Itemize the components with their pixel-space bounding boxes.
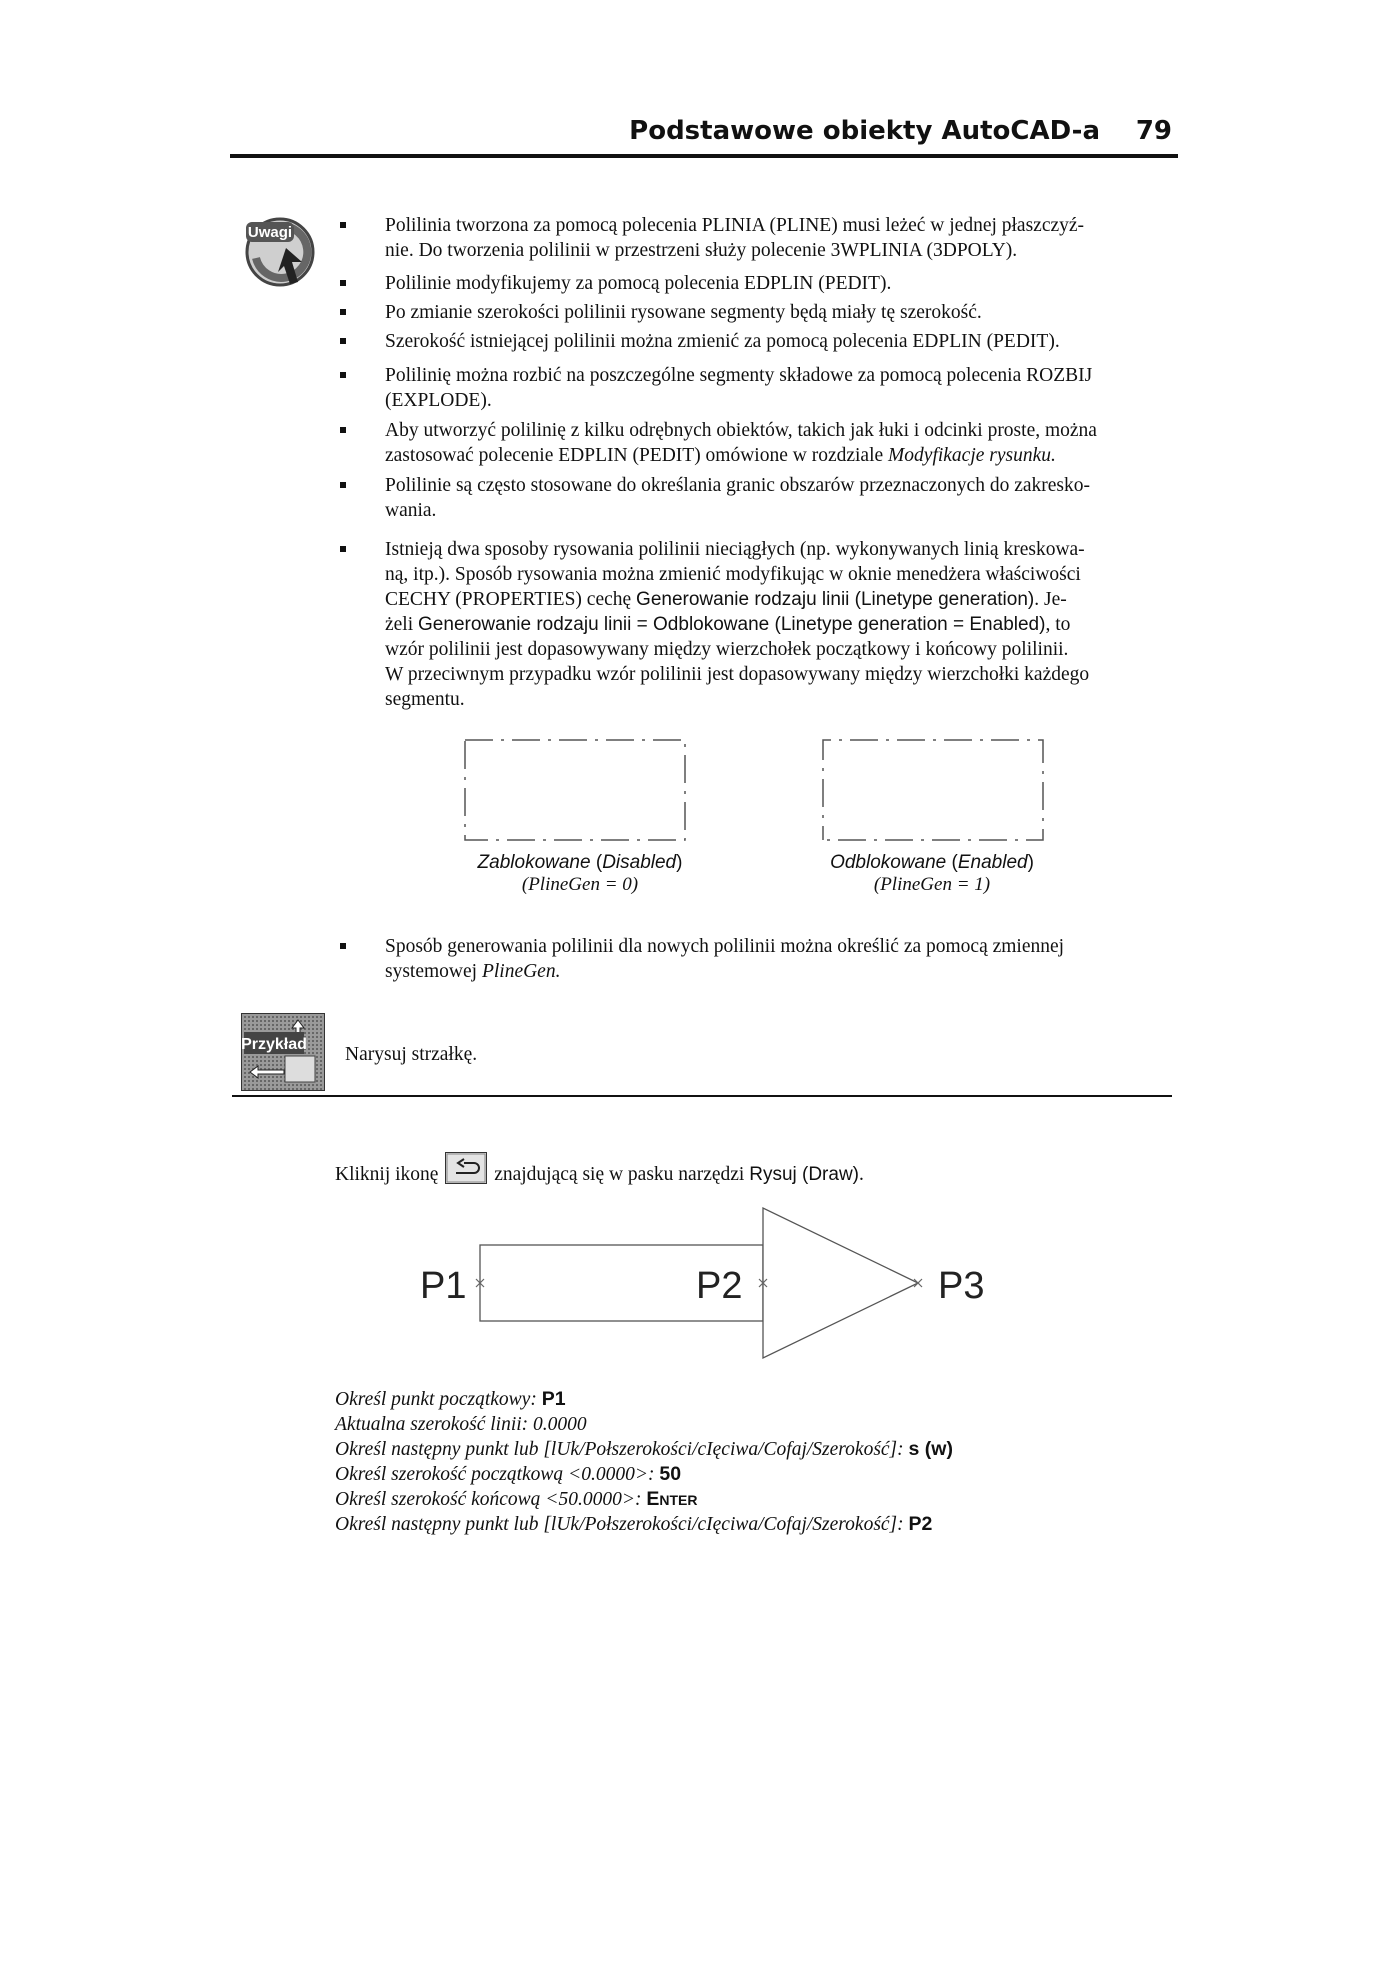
point-label-p1: P1 (420, 1265, 467, 1307)
bullet-6: Aby utworzyć polilinię z kilku odrębnych obiektów, takich jak łuki i odcinki proste, można zastosować polecenie EDPLIN (PEDIT) omówione w rozdziale Modyfikacje rysunku. (385, 420, 1097, 466)
arrow-polyline-figure (400, 1200, 1020, 1370)
bullet-marker (340, 372, 346, 378)
notes-icon (240, 210, 320, 290)
command-line: Określ szerokość końcową <50.0000>: Enter (335, 1488, 698, 1510)
bullet-marker (340, 222, 346, 228)
bullet-marker (340, 546, 346, 552)
notes-icon-label: Uwagi (247, 224, 293, 241)
bullet-marker (340, 482, 346, 488)
header-rule (230, 154, 1178, 158)
example-icon (240, 1012, 326, 1092)
bullet-marker (340, 280, 346, 286)
bullet-9: Sposób generowania polilinii dla nowych polilinii można określić za pomocą zmiennej systemowej PlineGen. (385, 936, 1065, 982)
command-line: Aktualna szerokość linii: 0.0000 (335, 1414, 587, 1435)
bullet-marker (340, 338, 346, 344)
linetype-enabled-caption: Odblokowane (Enabled) (PlineGen = 1) (830, 852, 1034, 895)
bullet-marker (340, 309, 346, 315)
page-number: 79 (1135, 116, 1172, 146)
command-line: Określ punkt początkowy: P1 (335, 1388, 566, 1410)
bullet-4: Szerokość istniejącej polilinii można zmienić za pomocą polecenia EDPLIN (PEDIT). (385, 331, 1060, 352)
command-line: Określ szerokość początkową <0.0000>: 50 (335, 1463, 682, 1485)
point-label-p2: P2 (696, 1265, 743, 1307)
example-task: Narysuj strzałkę. (345, 1044, 478, 1065)
bullet-7: Polilinie są często stosowane do określania granic obszarów przeznaczonych do zakresko- wania. (385, 475, 1090, 521)
linetype-disabled-caption: Zablokowane (Disabled) (PlineGen = 0) (477, 852, 683, 895)
bullet-2: Polilinie modyfikujemy za pomocą polecenia EDPLIN (PEDIT). (385, 273, 892, 294)
example-icon-label: Przykład (241, 1036, 307, 1053)
arrow-head (763, 1208, 918, 1358)
pline-tool-icon[interactable] (445, 1152, 487, 1184)
linetype-disabled-box (460, 735, 690, 845)
command-line: Określ następny punkt lub [lUk/Połszerokości/cIęciwa/Cofaj/Szerokość]: s (w) (335, 1438, 953, 1460)
running-header-title: Podstawowe obiekty AutoCAD-a (629, 116, 1100, 146)
point-label-p3: P3 (938, 1265, 985, 1307)
bullet-1: Polilinia tworzona za pomocą polecenia PLINIA (PLINE) musi leżeć w jednej płaszczyź- nie. Do tworzenia polilinii w przestrzeni służy polecenie 3WPLINIA (3DPOLY). (385, 215, 1085, 261)
bullet-marker (340, 427, 346, 433)
command-line: Określ następny punkt lub [lUk/Połszerokości/cIęciwa/Cofaj/Szerokość]: P2 (335, 1513, 933, 1535)
click-instruction: Kliknij ikonę znajdującą się w pasku narzędzi Rysuj (Draw). (335, 1152, 864, 1187)
bullet-marker (340, 943, 346, 949)
bullet-3: Po zmianie szerokości polilinii rysowane segmenty będą miały tę szerokość. (385, 302, 982, 323)
linetype-enabled-box (818, 735, 1048, 845)
bullet-8: Istnieją dwa sposoby rysowania polilinii nieciągłych (np. wykonywanych linią kreskowa- ną, itp.). Sposób rysowania można zmienić modyfikując w oknie menedżera właściwości CECHY (PROPERTIES) cechę Generowanie rodzaju linii (Linetype generation). Je- żeli Generowanie rodzaju linii = Odblokowane (Linetype generation = Enabled), to wzór polilinii jest dopasowywany między wierzchołek początkowy i końcowy polilinii. W przeciwnym przypadku wzór polilinii jest dopasowywany między wierzchołki każdego segmentu. (385, 539, 1090, 710)
bullet-5: Polilinię można rozbić na poszczególne segmenty składowe za pomocą polecenia ROZBIJ (EXPLODE). (385, 365, 1093, 411)
example-rule (232, 1095, 1172, 1097)
